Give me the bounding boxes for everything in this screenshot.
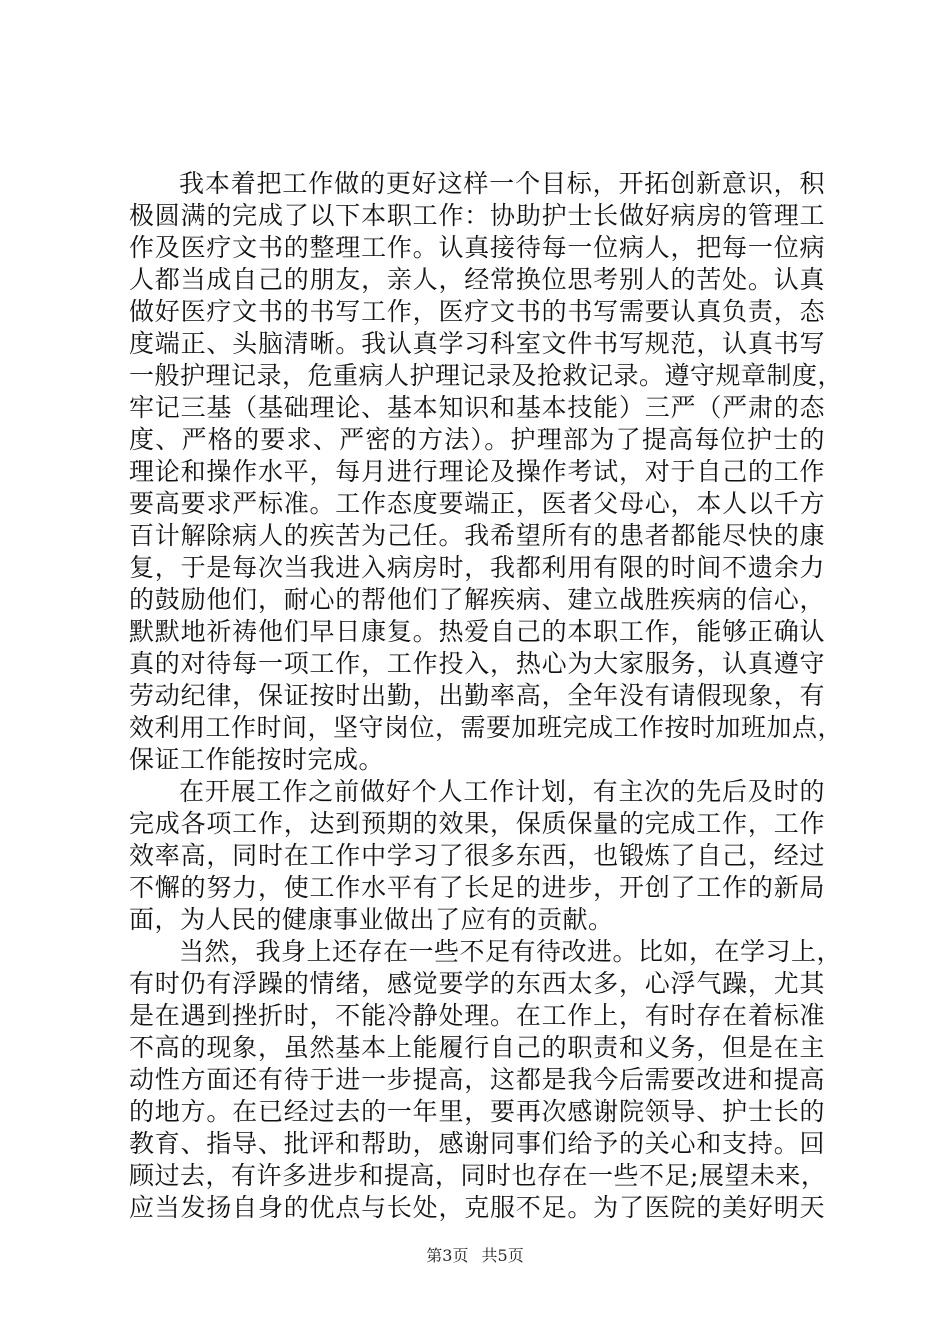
text-line: 保证工作能按时完成。 xyxy=(129,745,385,774)
text-line: 面，为人民的健康事业做出了应有的贡献。 xyxy=(129,905,614,934)
text-line: 我本着把工作做的更好这样一个目标，开拓创新意识，积 xyxy=(179,169,825,198)
page-number: 第3页 xyxy=(426,1246,469,1265)
text-line: 度端正、头脑清晰。我认真学习科室文件书写规范，认真书写 xyxy=(129,329,825,358)
text-line: 效利用工作时间，坚守岗位，需要加班完成工作按时加班加点， xyxy=(129,713,844,742)
text-line: 复，于是每次当我进入病房时，我都利用有限的时间不遗余力 xyxy=(129,553,825,582)
text-line: 极圆满的完成了以下本职工作：协助护士长做好病房的管理工 xyxy=(129,201,825,230)
text-line: 顾过去，有许多进步和提高，同时也存在一些不足;展望未来， xyxy=(129,1161,827,1190)
text-line: 在开展工作之前做好个人工作计划，有主次的先后及时的 xyxy=(179,777,825,806)
text-line: 教育、指导、批评和帮助，感谢同事们给予的关心和支持。回 xyxy=(129,1129,825,1158)
text-line: 默默地祈祷他们早日康复。热爱自己的本职工作，能够正确认 xyxy=(129,617,825,646)
document-body xyxy=(129,168,844,1224)
text-line: 应当发扬自身的优点与长处，克服不足。为了医院的美好明天 xyxy=(129,1193,825,1222)
text-line: 真的对待每一项工作，工作投入，热心为大家服务，认真遵守 xyxy=(129,649,825,678)
text-line: 度、严格的要求、严密的方法）。护理部为了提高每位护士的 xyxy=(129,425,825,454)
text-line: 人都当成自己的朋友，亲人，经常换位思考别人的苦处。认真 xyxy=(129,265,825,294)
text-line: 作及医疗文书的整理工作。认真接待每一位病人，把每一位病 xyxy=(129,233,825,262)
text-line: 劳动纪律，保证按时出勤，出勤率高，全年没有请假现象，有 xyxy=(129,681,825,710)
text-line: 做好医疗文书的书写工作，医疗文书的书写需要认真负责，态 xyxy=(129,297,825,326)
text-line: 的鼓励他们，耐心的帮他们了解疾病、建立战胜疾病的信心， xyxy=(129,585,825,614)
text-line: 不懈的努力，使工作水平有了长足的进步，开创了工作的新局 xyxy=(129,873,825,902)
text-line: 效率高，同时在工作中学习了很多东西，也锻炼了自己，经过 xyxy=(129,841,825,870)
text-line: 百计解除病人的疾苦为己任。我希望所有的患者都能尽快的康 xyxy=(129,521,825,550)
text-line: 动性方面还有待于进一步提高，这都是我今后需要改进和提高 xyxy=(129,1065,825,1094)
text-line: 的地方。在已经过去的一年里，要再次感谢院领导、护士长的 xyxy=(129,1097,825,1126)
text-line: 不高的现象，虽然基本上能履行自己的职责和义务，但是在主 xyxy=(129,1033,825,1062)
text-line: 理论和操作水平，每月进行理论及操作考试，对于自己的工作 xyxy=(129,457,825,486)
text-line: 当然，我身上还存在一些不足有待改进。比如，在学习上， xyxy=(179,937,843,966)
page-footer xyxy=(0,1246,950,1266)
text-line: 一般护理记录，危重病人护理记录及抢救记录。遵守规章制度， xyxy=(129,361,844,390)
page-total: 共5页 xyxy=(481,1246,524,1265)
text-line: 完成各项工作，达到预期的效果，保质保量的完成工作，工作 xyxy=(129,809,825,838)
text-line: 有时仍有浮躁的情绪，感觉要学的东西太多，心浮气躁，尤其 xyxy=(129,969,825,998)
text-line: 要高要求严标准。工作态度要端正，医者父母心，本人以千方 xyxy=(129,489,825,518)
text-line: 牢记三基（基础理论、基本知识和基本技能）三严（严肃的态 xyxy=(129,393,825,422)
text-line: 是在遇到挫折时，不能冷静处理。在工作上，有时存在着标准 xyxy=(129,1001,825,1030)
